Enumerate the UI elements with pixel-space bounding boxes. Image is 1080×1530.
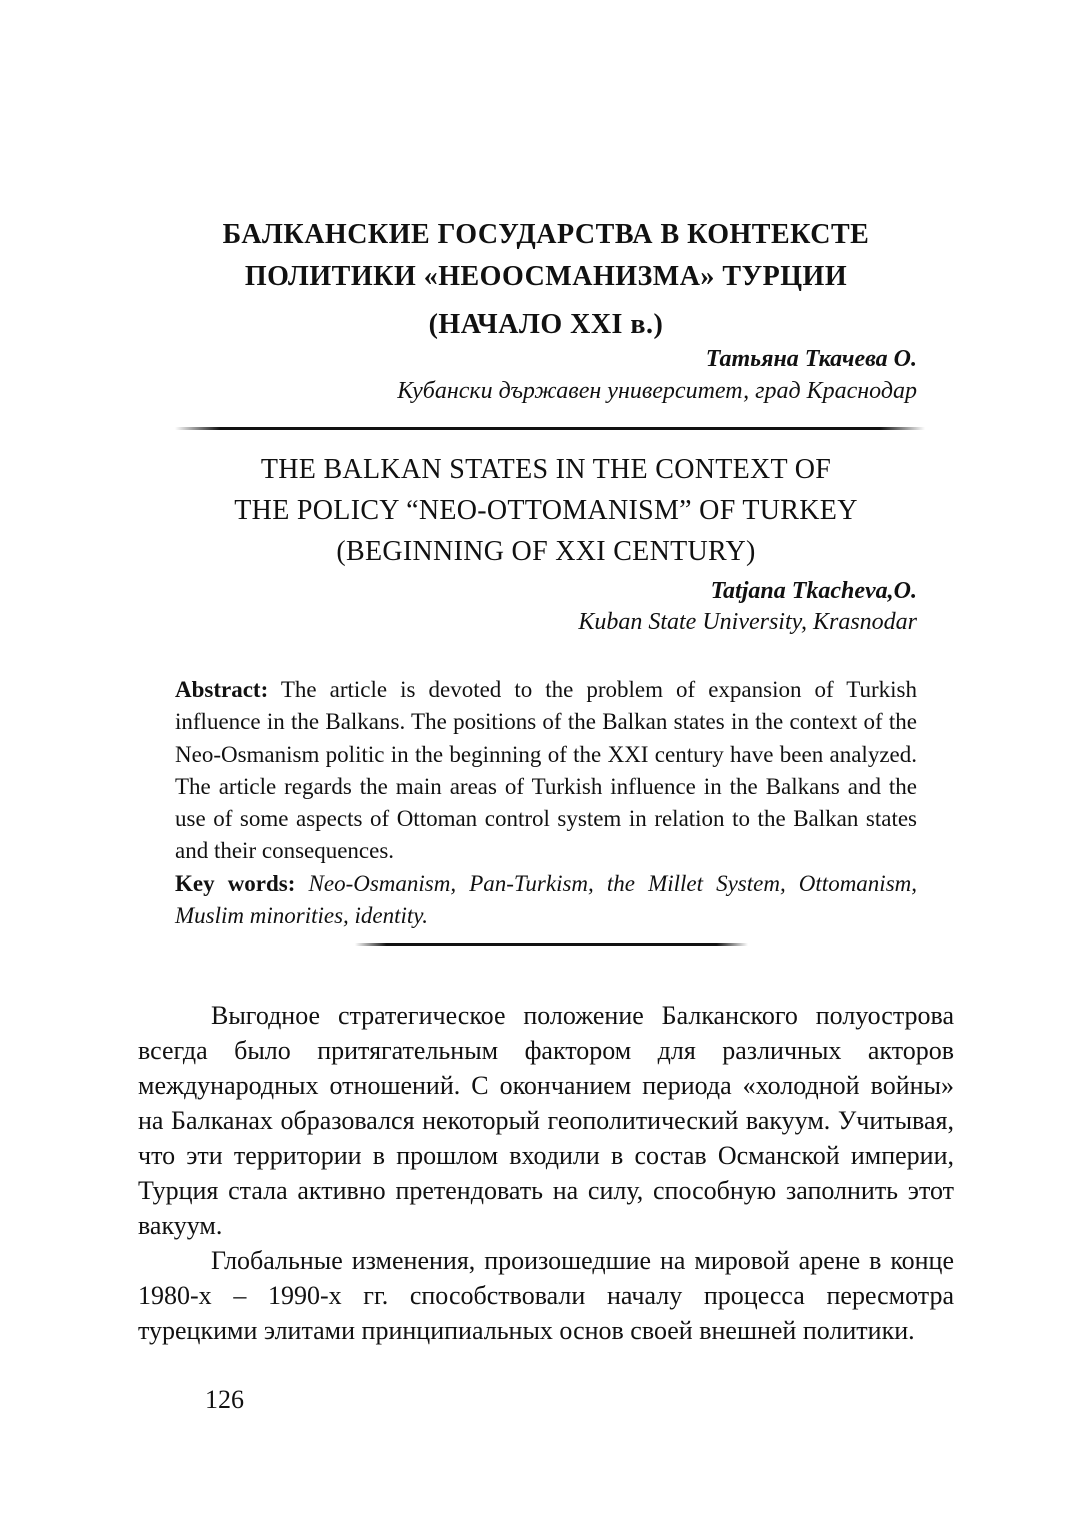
keywords-text: Neo-Osmanism, Pan-Turkism, the Millet System, Ottomanism, Muslim minorities, identity. [175, 870, 917, 929]
abstract-block [175, 674, 917, 932]
ru-title-line-3: (НАЧАЛО XXI в.) [428, 309, 664, 340]
section-divider-bottom [355, 943, 748, 946]
abstract-paragraph [175, 674, 917, 868]
abstract-text: The article is devoted to the problem of expansion of Turkish influence in the Balkans. The positions of the Balkan states in the context of the Neo-Osmanism politic in the beginning of the XXI century have been analyzed. The article regards the main areas of Turkish influence in the Balkans and the use of some aspects of Ottoman control system in relation to the Balkan states and their consequences. [175, 677, 917, 864]
body-paragraph-1: Выгодное стратегическое положение Балканского полуострова всегда было притягательным фактором для различных акторов международных отношений. С окончанием периода «холодной войны» на Балканах образовался некоторый геополитический вакуум. Учитывая, что эти территории в прошлом входили в состав Османской империи, Турция стала активно претендовать на силу, способную заполнить этот вакуум. [138, 1001, 954, 1240]
page-number: 126 [205, 1385, 244, 1414]
ru-author: Татьяна Ткачева О. [705, 346, 917, 372]
keywords-label: Key words: [175, 870, 296, 896]
en-title [140, 449, 952, 572]
en-title-line-3: (BEGINNING OF XXI CENTURY) [336, 536, 756, 567]
abstract-label: Abstract: [175, 677, 269, 702]
section-divider-top [175, 427, 925, 430]
en-author: Tatjana Tkacheva,O. [710, 578, 917, 604]
ru-title-line-1: БАЛКАНСКИЕ ГОСУДАРСТВА В КОНТЕКСТЕ [222, 219, 870, 250]
ru-title [140, 214, 952, 346]
body-paragraph-2: Глобальные изменения, произошедшие на мировой арене в конце 1980-х – 1990-х гг. способствовали началу процесса пересмотра турецкими элитами принципиальных основ своей внешней политики. [138, 1246, 954, 1345]
ru-title-line-2: ПОЛИТИКИ «НЕООСМАНИЗМА» ТУРЦИИ [244, 261, 848, 292]
en-title-line-2: THE POLICY “NEO-OTTOMANISM” OF TURKEY [234, 495, 858, 526]
en-title-line-1: THE BALKAN STATES IN THE CONTEXT OF [260, 454, 832, 485]
keywords-paragraph [175, 868, 917, 933]
ru-affiliation: Кубански държавен университет, град Краснодар [397, 378, 917, 404]
en-affiliation: Kuban State University, Krasnodar [578, 609, 917, 635]
article-body [138, 998, 954, 1348]
